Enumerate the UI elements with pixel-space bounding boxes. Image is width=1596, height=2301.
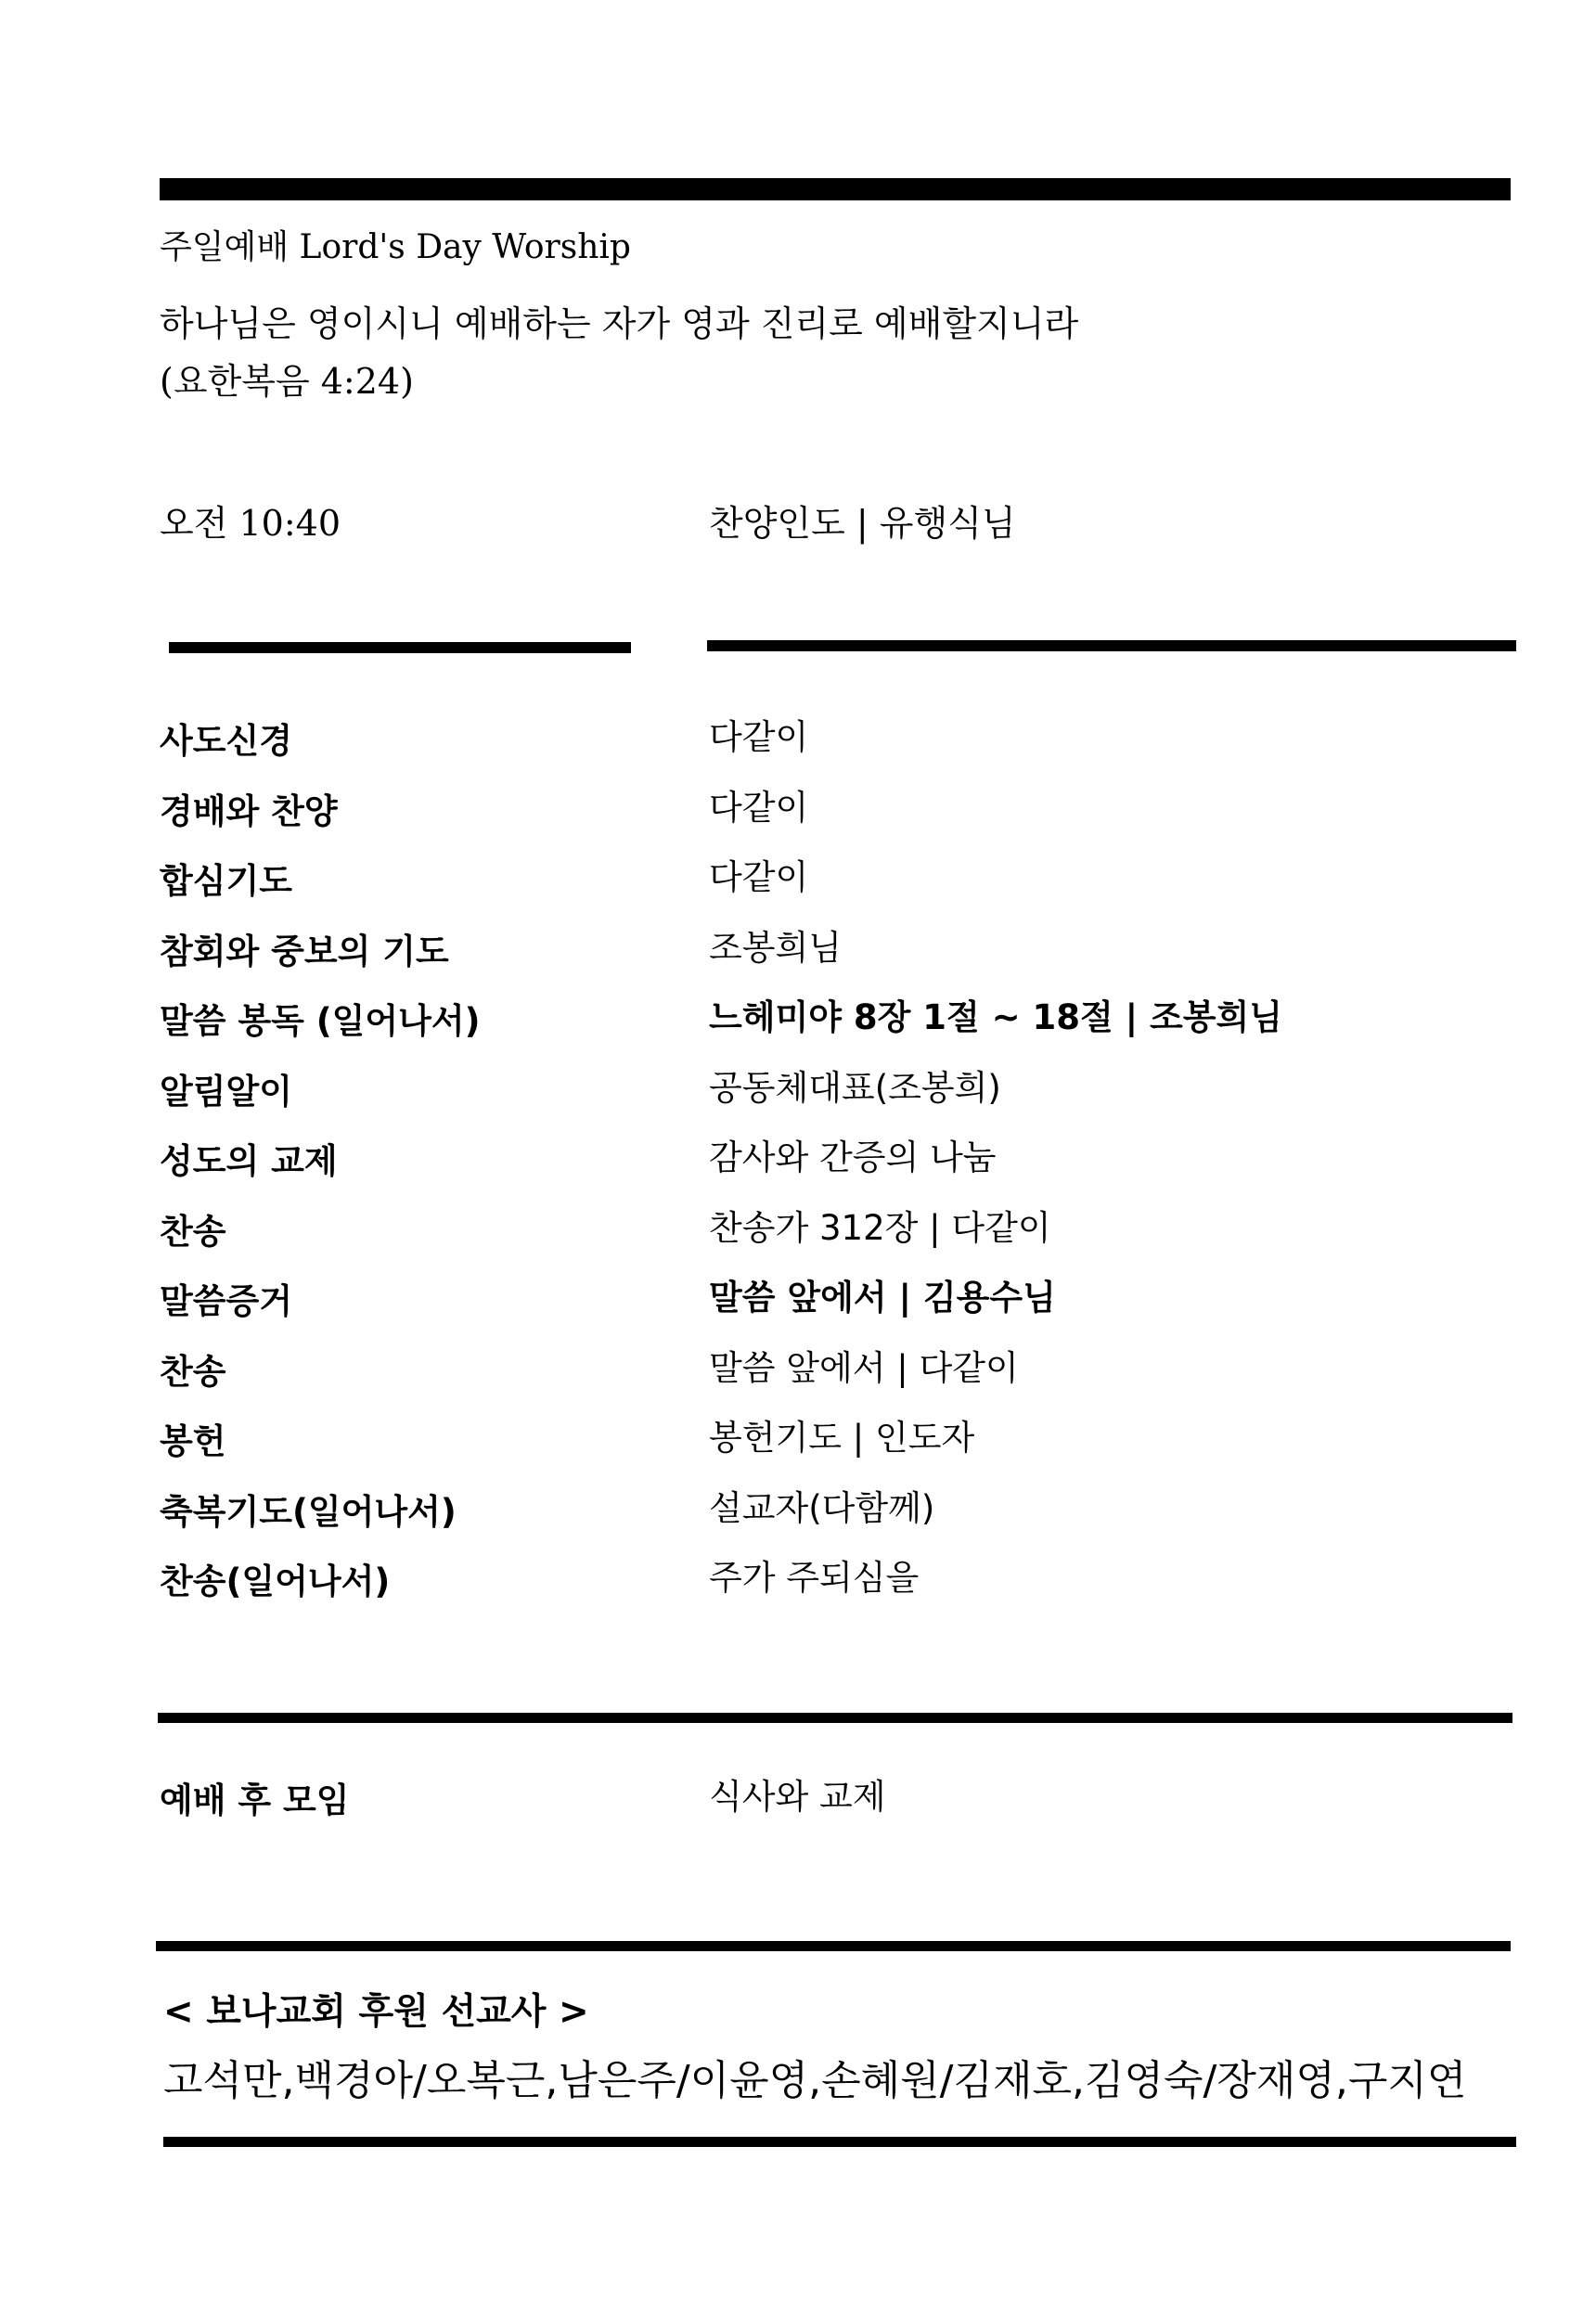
order-item-name: 성도의 교제	[160, 1141, 338, 1181]
verse-line-1: 하나님은 영이시니 예배하는 자가 영과 진리로 예배할지니라	[160, 303, 1079, 344]
service-time: 오전 10:40	[160, 503, 341, 544]
order-row	[160, 993, 1533, 1063]
order-item-name: 찬송(일어나서)	[160, 1562, 391, 1601]
order-item-detail: 조봉희님	[709, 927, 842, 968]
order-row	[160, 783, 1533, 854]
order-row	[160, 1343, 1533, 1414]
order-item-detail: 공동체대표(조봉희)	[709, 1067, 1001, 1108]
order-row	[160, 713, 1533, 783]
order-item-name: 찬송	[160, 1351, 226, 1392]
bottom-divider	[163, 2137, 1516, 2147]
order-item-detail: 느헤미야 8장 1절 ~ 18절 | 조봉희님	[709, 997, 1282, 1037]
order-item-name: 축복기도(일어나서)	[160, 1491, 457, 1532]
order-item-name: 봉헌	[160, 1421, 226, 1461]
order-row	[160, 1413, 1533, 1484]
missionaries-title: < 보나교회 후원 선교사 >	[163, 1991, 589, 2033]
order-row	[160, 1133, 1533, 1203]
verse-line-2: (요한복음 4:24)	[160, 361, 414, 402]
order-item-detail: 말씀 앞에서 | 다같이	[709, 1347, 1019, 1388]
order-of-service	[160, 713, 1533, 1624]
order-item-name: 찬송	[160, 1211, 226, 1252]
order-item-detail: 봉헌기도 | 인도자	[709, 1418, 975, 1458]
order-row	[160, 1063, 1533, 1134]
left-column-divider	[169, 642, 631, 653]
order-row	[160, 1203, 1533, 1274]
missionary-top-divider	[156, 1941, 1511, 1951]
top-divider	[160, 178, 1511, 200]
service-title: 주일예배 Lord's Day Worship	[160, 228, 631, 266]
right-column-divider	[707, 640, 1516, 651]
order-item-name: 말씀증거	[160, 1281, 292, 1321]
order-item-detail: 말씀 앞에서 | 김용수님	[709, 1278, 1056, 1318]
worship-leader: 찬양인도 | 유행식님	[709, 503, 1016, 544]
order-item-detail: 감사와 간증의 나눔	[709, 1138, 997, 1177]
order-item-name: 합심기도	[160, 861, 292, 901]
order-row	[160, 1553, 1533, 1624]
order-item-name: 말씀 봉독 (일어나서)	[160, 1001, 481, 1041]
order-item-detail: 주가 주되심을	[709, 1558, 920, 1598]
order-item-name: 경배와 찬양	[160, 791, 338, 831]
order-item-detail: 다같이	[709, 787, 809, 828]
order-row	[160, 1484, 1533, 1554]
order-row	[160, 923, 1533, 994]
order-item-name: 사도신경	[160, 721, 292, 761]
missionaries-names: 고석만,백경아/오복근,남은주/이윤영,손혜원/김재호,김영숙/장재영,구지연	[163, 2057, 1467, 2104]
middle-divider	[158, 1713, 1512, 1723]
order-row	[160, 853, 1533, 923]
order-item-detail: 찬송가 312장 | 다같이	[709, 1207, 1051, 1248]
order-item-name: 참회와 중보의 기도	[160, 931, 449, 971]
order-item-detail: 설교자(다함께)	[709, 1487, 935, 1528]
order-item-name: 알림알이	[160, 1071, 292, 1112]
scripture-verse	[160, 295, 1078, 410]
order-item-detail: 다같이	[709, 717, 809, 757]
after-worship-label: 예배 후 모임	[160, 1780, 350, 1820]
after-worship-value: 식사와 교제	[709, 1777, 886, 1817]
order-item-detail: 다같이	[709, 857, 809, 897]
order-row	[160, 1273, 1533, 1343]
